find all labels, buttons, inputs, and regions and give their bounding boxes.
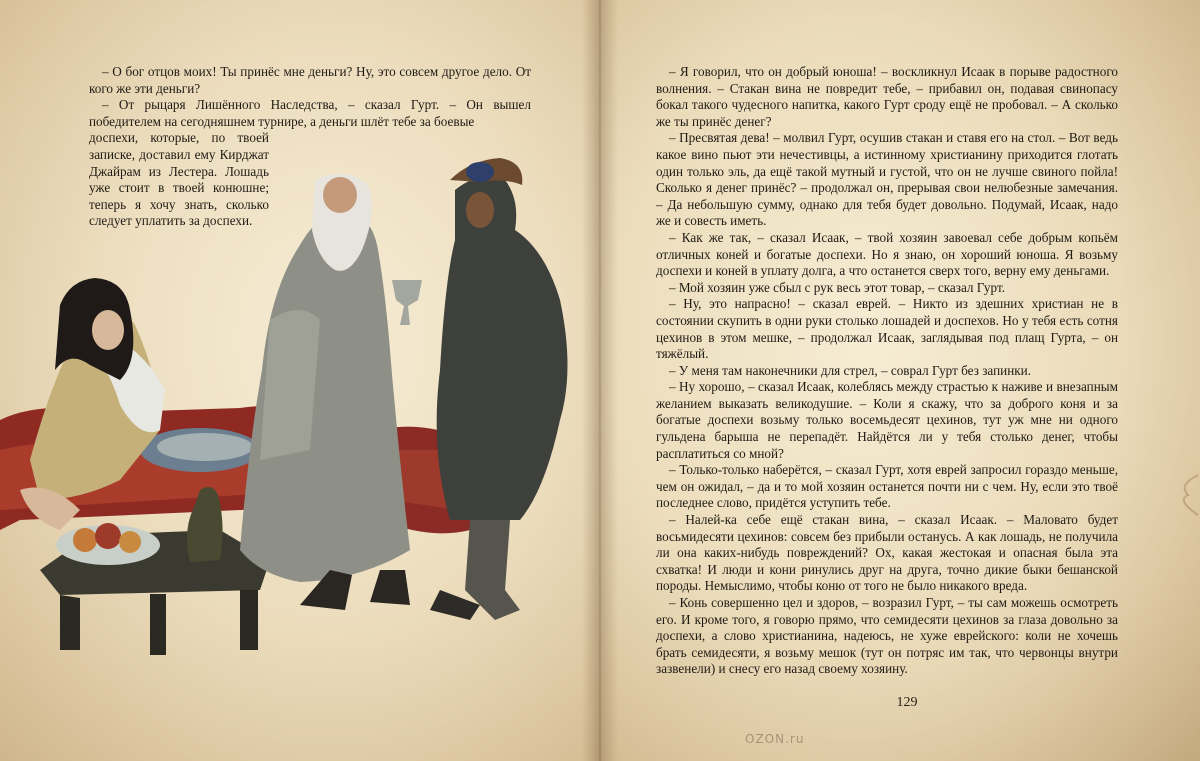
page-number: 129 bbox=[896, 695, 918, 710]
paragraph: – Налей-ка себе ещё стакан вина, – сказал Исаак. – Маловато будет восьмидесяти цехинов: совсем без прибыли останусь. А как лошадь, не получила ли она каких-нибудь повреждений? Ох, какая жестокая и опасная была эта схватка! И люди и кони ринулись друг на друга, точно дикие быки бешанской породы. Немыслимо, чтобы коню от того не было никакого вреда. bbox=[656, 512, 1118, 594]
paragraph: – Только-только наберётся, – сказал Гурт, хотя еврей запросил гораздо меньше, чем он ожидал, – да и то мой хозяин останется почти ни с чем. Ну, если это твоё последнее слово, придётся уступить тебе. bbox=[656, 462, 1118, 511]
paragraph: – Ну, это напрасно! – сказал еврей. – Никто из здешних христиан не в состоянии скупить в одни руки столько лошадей и доспехов. Но у тебя есть сотня цехинов в этом мешке, – продолжал Исаак, заглядывая под плащ Гурта, – он тяжёлый. bbox=[656, 296, 1118, 362]
right-page-text bbox=[656, 64, 1118, 678]
left-page-text bbox=[89, 64, 531, 230]
watermark: OZON.ru bbox=[745, 732, 805, 746]
ornament-icon bbox=[1168, 470, 1200, 520]
paragraph: – У меня там наконечники для стрел, – соврал Гурт без запинки. bbox=[669, 362, 1032, 378]
paragraph: – Ну хорошо, – сказал Исаак, колеблясь между страстью к наживе и внезапным желанием выказать великодушие. – Коли я скажу, что за доброго коня и за богатые доспехи возьму только восемьдесят цехинов, тут уж мне ни одного гульдена барыша не перепадёт. Найдётся ли у тебя столько денег, чтобы расплатиться со мной? bbox=[656, 379, 1118, 461]
paragraph: – Пресвятая дева! – молвил Гурт, осушив стакан и ставя его на стол. – Вот ведь какое вино пьют эти нечестивцы, а истинному христианину приходится глотать один только эль, да ещё такой мутный и густой, что он не лучше свиного пойла! Сколько я денег принёс? – продолжал он, прерывая свои нелюбезные замечания. – Да небольшую сумму, однако для тебя будет довольно. Подумай, Исаак, надо же и совесть иметь. bbox=[656, 130, 1118, 229]
paragraph: – Конь совершенно цел и здоров, – возразил Гурт, – ты сам можешь осмотреть его. И кроме того, я говорю прямо, что семидесяти цехинов за глаза довольно за доспехи, а слово христианина, надеюсь, не хуже еврейского: коли не хочешь брать семидесяти, я возьму мешок (тут он потряс им так, что червонцы внутри зазвенели) и снесу его назад своему хозяину. bbox=[656, 595, 1118, 677]
paragraph: – Я говорил, что он добрый юноша! – воскликнул Исаак в порыве радостного волнения. – Стакан вина не повредит тебе, – прибавил он, подавая свинопасу бокал такого чудесного напитка, какого Гурт сроду ещё не пробовал. – А сколько же ты принёс денег? bbox=[656, 64, 1118, 129]
paragraph: – Мой хозяин уже сбыл с рук весь этот товар, – сказал Гурт. bbox=[669, 279, 1006, 295]
paragraph-continuation: доспехи, которые, по твоей записке, доставил ему Кирджат Джайрам из Лестера. Лошадь уже стоит в твоей конюшне; теперь я хочу знать, сколько следует уплатить за доспехи. bbox=[89, 130, 269, 229]
paragraph: – От рыцаря Лишённого Наследства, – сказал Гурт. – Он вышел победителем на сегодняшнем турнире, а деньги шлёт тебе за боевые bbox=[89, 97, 531, 129]
goblet bbox=[392, 280, 422, 325]
paragraph: – О бог отцов моих! Ты принёс мне деньги? Ну, это совсем другое дело. От кого же эти деньги? bbox=[89, 64, 531, 96]
paragraph: – Как же так, – сказал Исаак, – твой хозяин завоевал себе добрым копьём отличных коней и богатые доспехи. Но я знаю, он хороший юноша. Я возьму доспехи и коней в уплату долга, а что останется сверх того, верну ему деньгами. bbox=[656, 229, 1118, 279]
